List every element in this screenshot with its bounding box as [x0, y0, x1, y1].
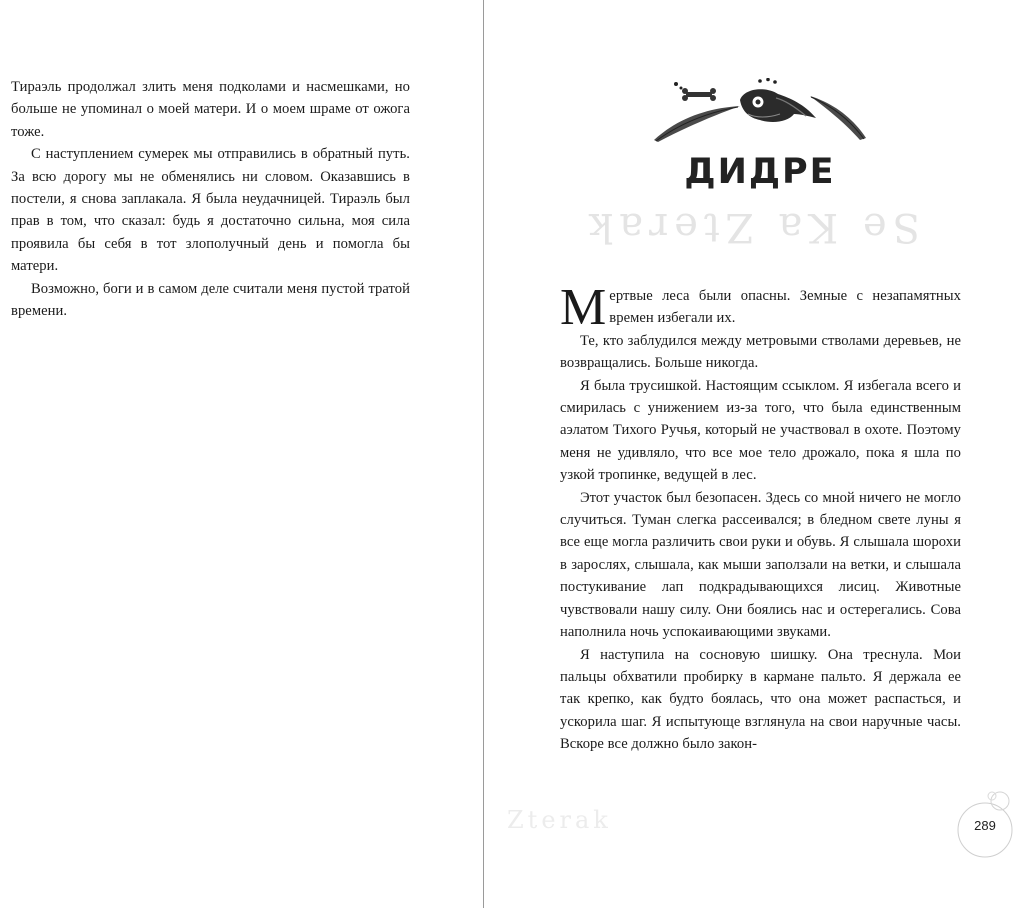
- chapter-title: ДИДРЕ: [684, 152, 836, 192]
- right-paragraph-1-text: ертвые леса были опасны. Земные с незапамятных времен избегали их.: [609, 288, 961, 327]
- drop-cap: М: [560, 279, 607, 336]
- left-paragraph-1: Тираэль продолжал злить меня подколами и насмешками, но больше не упоминал о моей матери. И о моем шраме от ожога тоже.: [11, 79, 410, 140]
- left-paragraph-2: С наступлением сумерек мы отправились в обратный путь. За всю дорогу мы не обменялись ни словом. Оказавшись в постели, я снова заплакала. Я была неудачницей. Тираэль был прав в том, что сказал: будь я достаточно сильна, моя сила проявила бы себя в тот злополучный день и помогла бы матери.: [11, 146, 410, 275]
- right-page: [560, 279, 961, 756]
- page-gutter-divider: [483, 0, 484, 908]
- bird-skull-feathers-ornament-icon: [648, 78, 872, 146]
- watermark-small: Zterak: [507, 806, 612, 834]
- right-paragraph-2: Те, кто заблудился между метровыми стволами деревьев, не возвращались. Больше никогда.: [560, 332, 961, 372]
- left-page: [11, 76, 410, 322]
- right-paragraph-5: Я наступила на сосновую шишку. Она треснула. Мои пальцы обхватили пробирку в кармане пальто. Я держала ее так крепко, как будто боялась, что она может распасться, и ускорила шаг. Я испытующе взглянула на свои наручные часы. Вскоре все должно было закон-: [560, 646, 961, 753]
- right-paragraph-4: Этот участок был безопасен. Здесь со мной ничего не могло случиться. Туман слегка рассеивался; в бледном свете луны я все еще могла различить свои руки и обувь. Я слышала шорохи в зарослях, слышала, как мыши заползали на ветки, и слышала постукивание лап подкрадывающихся лисиц. Животные чувствовали нашу силу. Они боялись нас и остерегались. Сова наполнила ночь успокаивающими звуками.: [560, 489, 961, 641]
- right-paragraph-3: Я была трусишкой. Настоящим ссыклом. Я избегала всего и смирилась с унижением из-за того, что была единственным аэлатом Тихого Ручья, который не участвовал в охоте. Поэтому меня не удивляло, что все мое тело дрожало, пока я шла по узкой тропинке, ведущей в лес.: [560, 377, 961, 484]
- left-paragraph-3: Возможно, боги и в самом деле считали меня пустой тратой времени.: [11, 280, 410, 320]
- page-number: 289: [974, 818, 996, 833]
- right-paragraph-1: [560, 279, 961, 336]
- page-number-frame: [948, 786, 1016, 862]
- watermark-mirrored: Se Ka Zterak: [583, 204, 920, 250]
